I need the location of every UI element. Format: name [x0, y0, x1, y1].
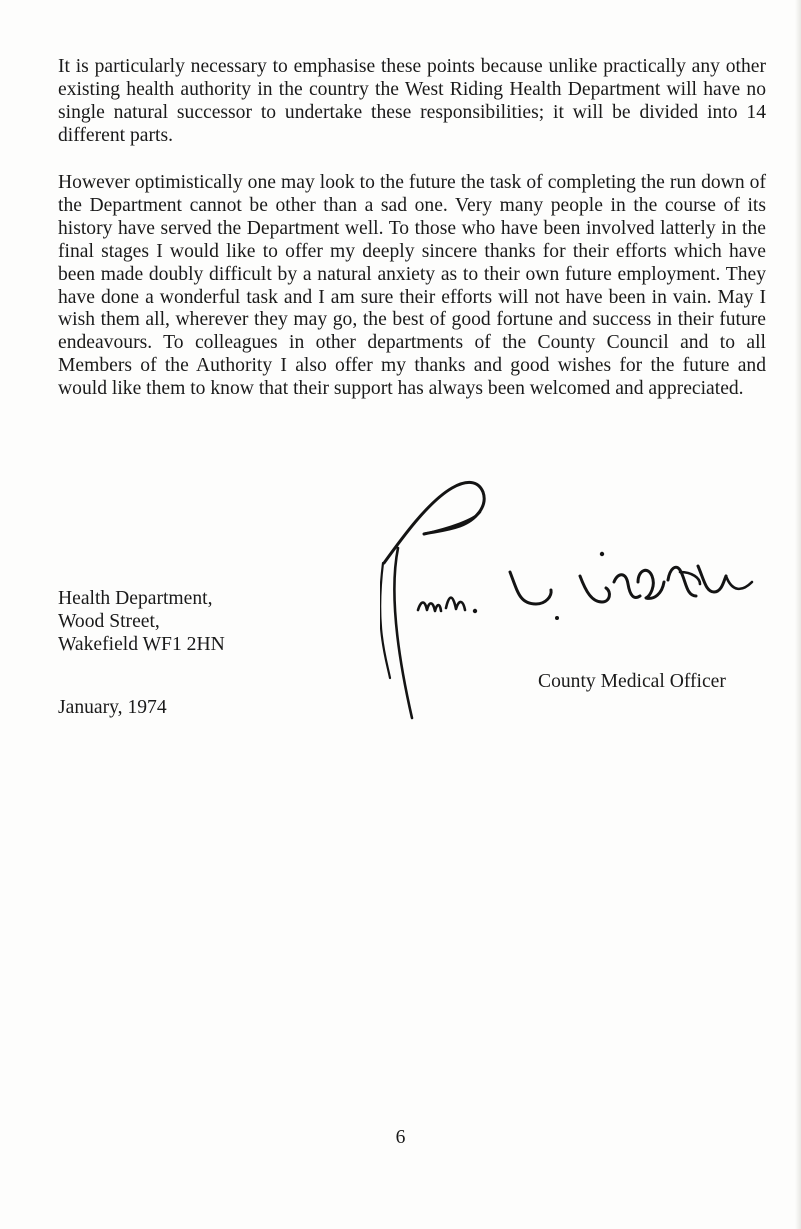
- page-edge-shadow: [795, 0, 801, 1229]
- sender-address: [58, 588, 225, 657]
- handwritten-signature: [380, 468, 800, 748]
- address-line-3: Wakefield WF1 2HN: [58, 633, 225, 655]
- page-number: 6: [395, 1127, 406, 1148]
- signatory-title: County Medical Officer: [538, 671, 726, 692]
- body-paragraph-1: It is particularly necessary to emphasise these points because unlike practically any other existing health authority in the country the West Riding Health Department will have no single natural successor to undertake these responsibilities; it will be divided into 14 different parts.: [58, 56, 766, 146]
- address-line-1: Health Department,: [58, 588, 213, 609]
- address-line-2: Wood Street,: [58, 610, 160, 632]
- letter-date: January, 1974: [58, 697, 167, 718]
- body-paragraph-2: However optimistically one may look to the future the task of completing the run down of the Department cannot be other than a sad one. Very many people in the course of its history have served the Department well. To those who have been involved latterly in the final stages I would like to offer my deeply sincere thanks for their efforts which have been made doubly difficult by a natural anxiety as to their own future employment. They have done a wonderful task and I am sure their efforts will not have been in vain. May I wish them all, wherever they may go, the best of good fortune and success in their future endeavours. To colleagues in other departments of the County Council and to all Members of the Authority I also offer my thanks and good wishes for the future and would like them to know that their support has always been welcomed and appreciated.: [58, 172, 766, 400]
